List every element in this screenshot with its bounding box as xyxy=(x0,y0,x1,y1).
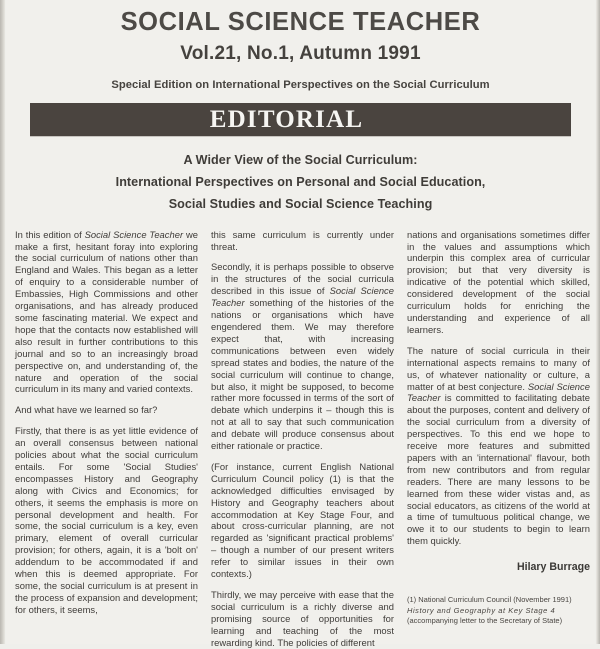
column-1 xyxy=(15,229,198,616)
text-run: The nature of social curricula in their international aspects remains to many of us, of whatever nationality or culture, a matter of at best conjecture. xyxy=(407,344,590,392)
text-run: something of the histories of the nations or organisations which have engendered them. We may therefore expect that, with increasing communications between even widely spread states and bodies, the nature of the social curriculum will continue to change, but also, it might be supposed, to become rather more focussed in terms of the sort of debate which underpins it – though this is not at all to say that such communication and debate will produce consensus about either rationale or practice. xyxy=(211,297,394,452)
footnote-line-1: (1) National Curriculum Council (November 1991) xyxy=(407,595,572,605)
paragraph: (For instance, current English National Curriculum Council policy (1) is that the acknowledged difficulties envisaged by History and Geography teachers about accommodation at Key Stage Four, and about cross-curricular planning, are not regarded as 'significant practical problems' – though a number of our present writers refer to similar issues in their own contexts.) xyxy=(211,460,394,580)
footnote xyxy=(407,595,590,626)
column-2 xyxy=(211,229,394,649)
italic-journal-name: Social Science Teacher xyxy=(407,380,590,404)
column-3 xyxy=(407,229,590,627)
paragraph: And what have we learned so far? xyxy=(15,404,158,416)
editorial-banner-wrap xyxy=(6,103,595,136)
italic-journal-name: Social Science Teacher xyxy=(211,285,394,309)
footnote-title: History and Geography at Key Stage 4 xyxy=(407,605,556,615)
editorial-banner xyxy=(30,103,571,136)
text-run: In this edition of xyxy=(15,228,85,240)
paragraph: nations and organisations sometimes differ in the values and assumptions which underpin this complex area of curricular provision; but that very diversity is indicative of the potential which skilled, considered development of the social curriculum holds for enriching the understanding and experience of all learners. xyxy=(407,228,590,335)
journal-page xyxy=(6,0,595,648)
scan-edge-right xyxy=(596,0,600,644)
special-edition-subtitle: Special Edition on International Perspectives on the Social Curriculum xyxy=(111,78,490,91)
headline-line-3: Social Studies and Social Science Teaching xyxy=(168,196,433,211)
article-headline xyxy=(6,150,595,216)
footnote-line-3: (accompanying letter to the Secretary of State) xyxy=(407,616,563,625)
scan-edge-left xyxy=(0,0,5,644)
italic-journal-name: Social Science Teacher xyxy=(84,228,184,240)
issue-line: Vol.21, No.1, Autumn 1991 xyxy=(180,43,421,65)
paragraph: Thirdly, we may perceive with ease that the social curriculum is a richly diverse and promising source of opportunities for learning and teaching of the most rewarding kind. The policies of different xyxy=(211,589,394,648)
headline-line-1: A Wider View of the Social Curriculum: xyxy=(183,152,418,167)
paragraph: Firstly, that there is as yet little evidence of an overall consensus between national policies about what the social curriculum entails. For some 'Social Studies' encompasses History and Geography along with Civics and Economics; for others, it seems the emphasis is more on personal development and health. For some, the social curriculum is a key, even primary, element of overall curricular provision; for others, again, it is a 'bolt on' addendum to be accommodated if and when this is deemed appropriate. For some, the social curriculum is at present in the process of expansion and development; for others, it seems, xyxy=(15,425,198,615)
editorial-banner-label: EDITORIAL xyxy=(209,105,364,133)
paragraph: this same curriculum is currently under threat. xyxy=(211,228,394,252)
body-columns xyxy=(6,229,595,649)
journal-title: SOCIAL SCIENCE TEACHER xyxy=(120,8,481,36)
headline-line-2: International Perspectives on Personal and Social Education, xyxy=(115,174,486,189)
author-byline: Hilary Burrage xyxy=(516,561,590,574)
text-run: Secondly, it is perhaps possible to observe in the structures of the social curricula described in this issue of xyxy=(211,261,394,297)
paragraph xyxy=(211,261,394,452)
paragraph xyxy=(15,229,198,396)
masthead xyxy=(6,0,595,91)
text-run: is committed to facilitating debate about the purposes, content and delivery of the social curriculum from a diversity of perspectives. To this end we hope to receive more features and submitted papers with an 'international' flavour, both from new contributors and from regular readers. There are many lessons to be learned from these wider vistas and, as social educators, as citizens of the world at a time of tumultuous political change, we owe it to our students to begin to learn them quickly. xyxy=(407,392,590,547)
paragraph xyxy=(407,345,590,547)
text-run: we make a first, hesitant foray into exploring the social curriculum of nations other than England and Wales. This began as a letter of enquiry to a considerable number of Embassies, High Commissions and other organisations, and has already produced some fascinating material. We expect and hope that the contacts now established will also result in further contributions to this journal and so to an increasingly broad perspective on, and understanding of, the nature and operation of the social curriculum in its many and varied contexts. xyxy=(15,228,198,395)
